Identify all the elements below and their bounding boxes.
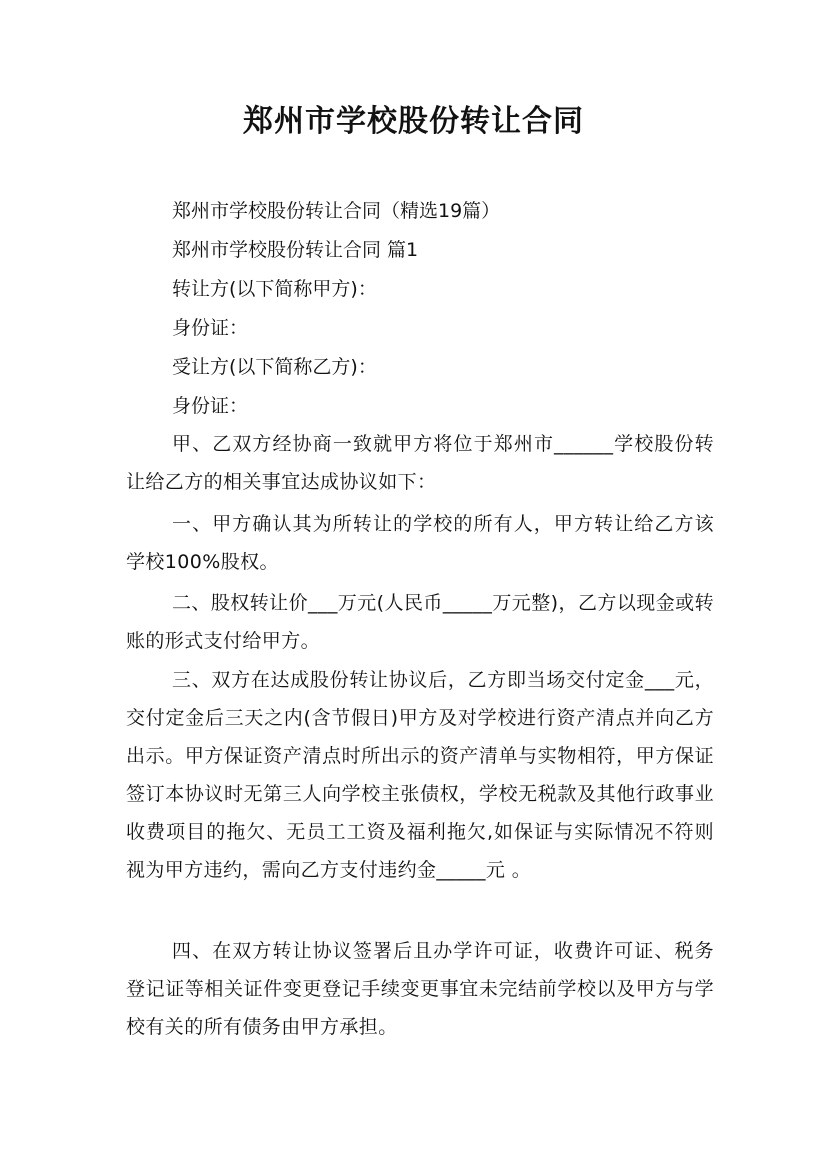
transferee-id-label: 身份证： — [172, 395, 249, 417]
page-title: 郑州市学校股份转让合同 — [243, 104, 584, 139]
transferor-label: 转让方(以下简称甲方)： — [172, 278, 377, 300]
paragraph-clause-4: 四、在双方转让协议签署后且办学许可证，收费许可证、税务登记证等相关证件变更登记手续变更事宜未完结前学校以及甲方与学校有关的所有债务由甲方承担。 — [126, 940, 714, 1038]
paragraph-clause-1: 一、甲方确认其为所转让的学校的所有人，甲方转让给乙方该学校100%股权。 — [126, 513, 714, 573]
paragraph-clause-2: 二、股权转让价___万元(人民币_____万元整)，乙方以现金或转账的形式支付给甲方。 — [126, 592, 714, 652]
section-heading: 郑州市学校股份转让合同 篇1 — [172, 239, 419, 261]
transferor-id-label: 身份证： — [172, 317, 249, 339]
subtitle-line: 郑州市学校股份转让合同（精选19篇） — [172, 200, 501, 222]
paragraph-intro: 甲、乙双方经协商一致就甲方将位于郑州市______学校股份转让给乙方的相关事宜达成协议如下： — [126, 433, 714, 493]
transferee-label: 受让方(以下简称乙方)： — [172, 356, 377, 378]
paragraph-clause-3: 三、双方在达成股份转让协议后，乙方即当场交付定金___元，交付定金后三天之内(含节假日)甲方及对学校进行资产清点并向乙方出示。甲方保证资产清点时所出示的资产清单与实物相符，甲方保证签订本协议时无第三人向学校主张债权，学校无税款及其他行政事业收费项目的拖欠、无员工工资及福利拖欠,如保证与实际情况不符则视为甲方违约，需向乙方支付违约金_____元 。 — [126, 669, 714, 881]
